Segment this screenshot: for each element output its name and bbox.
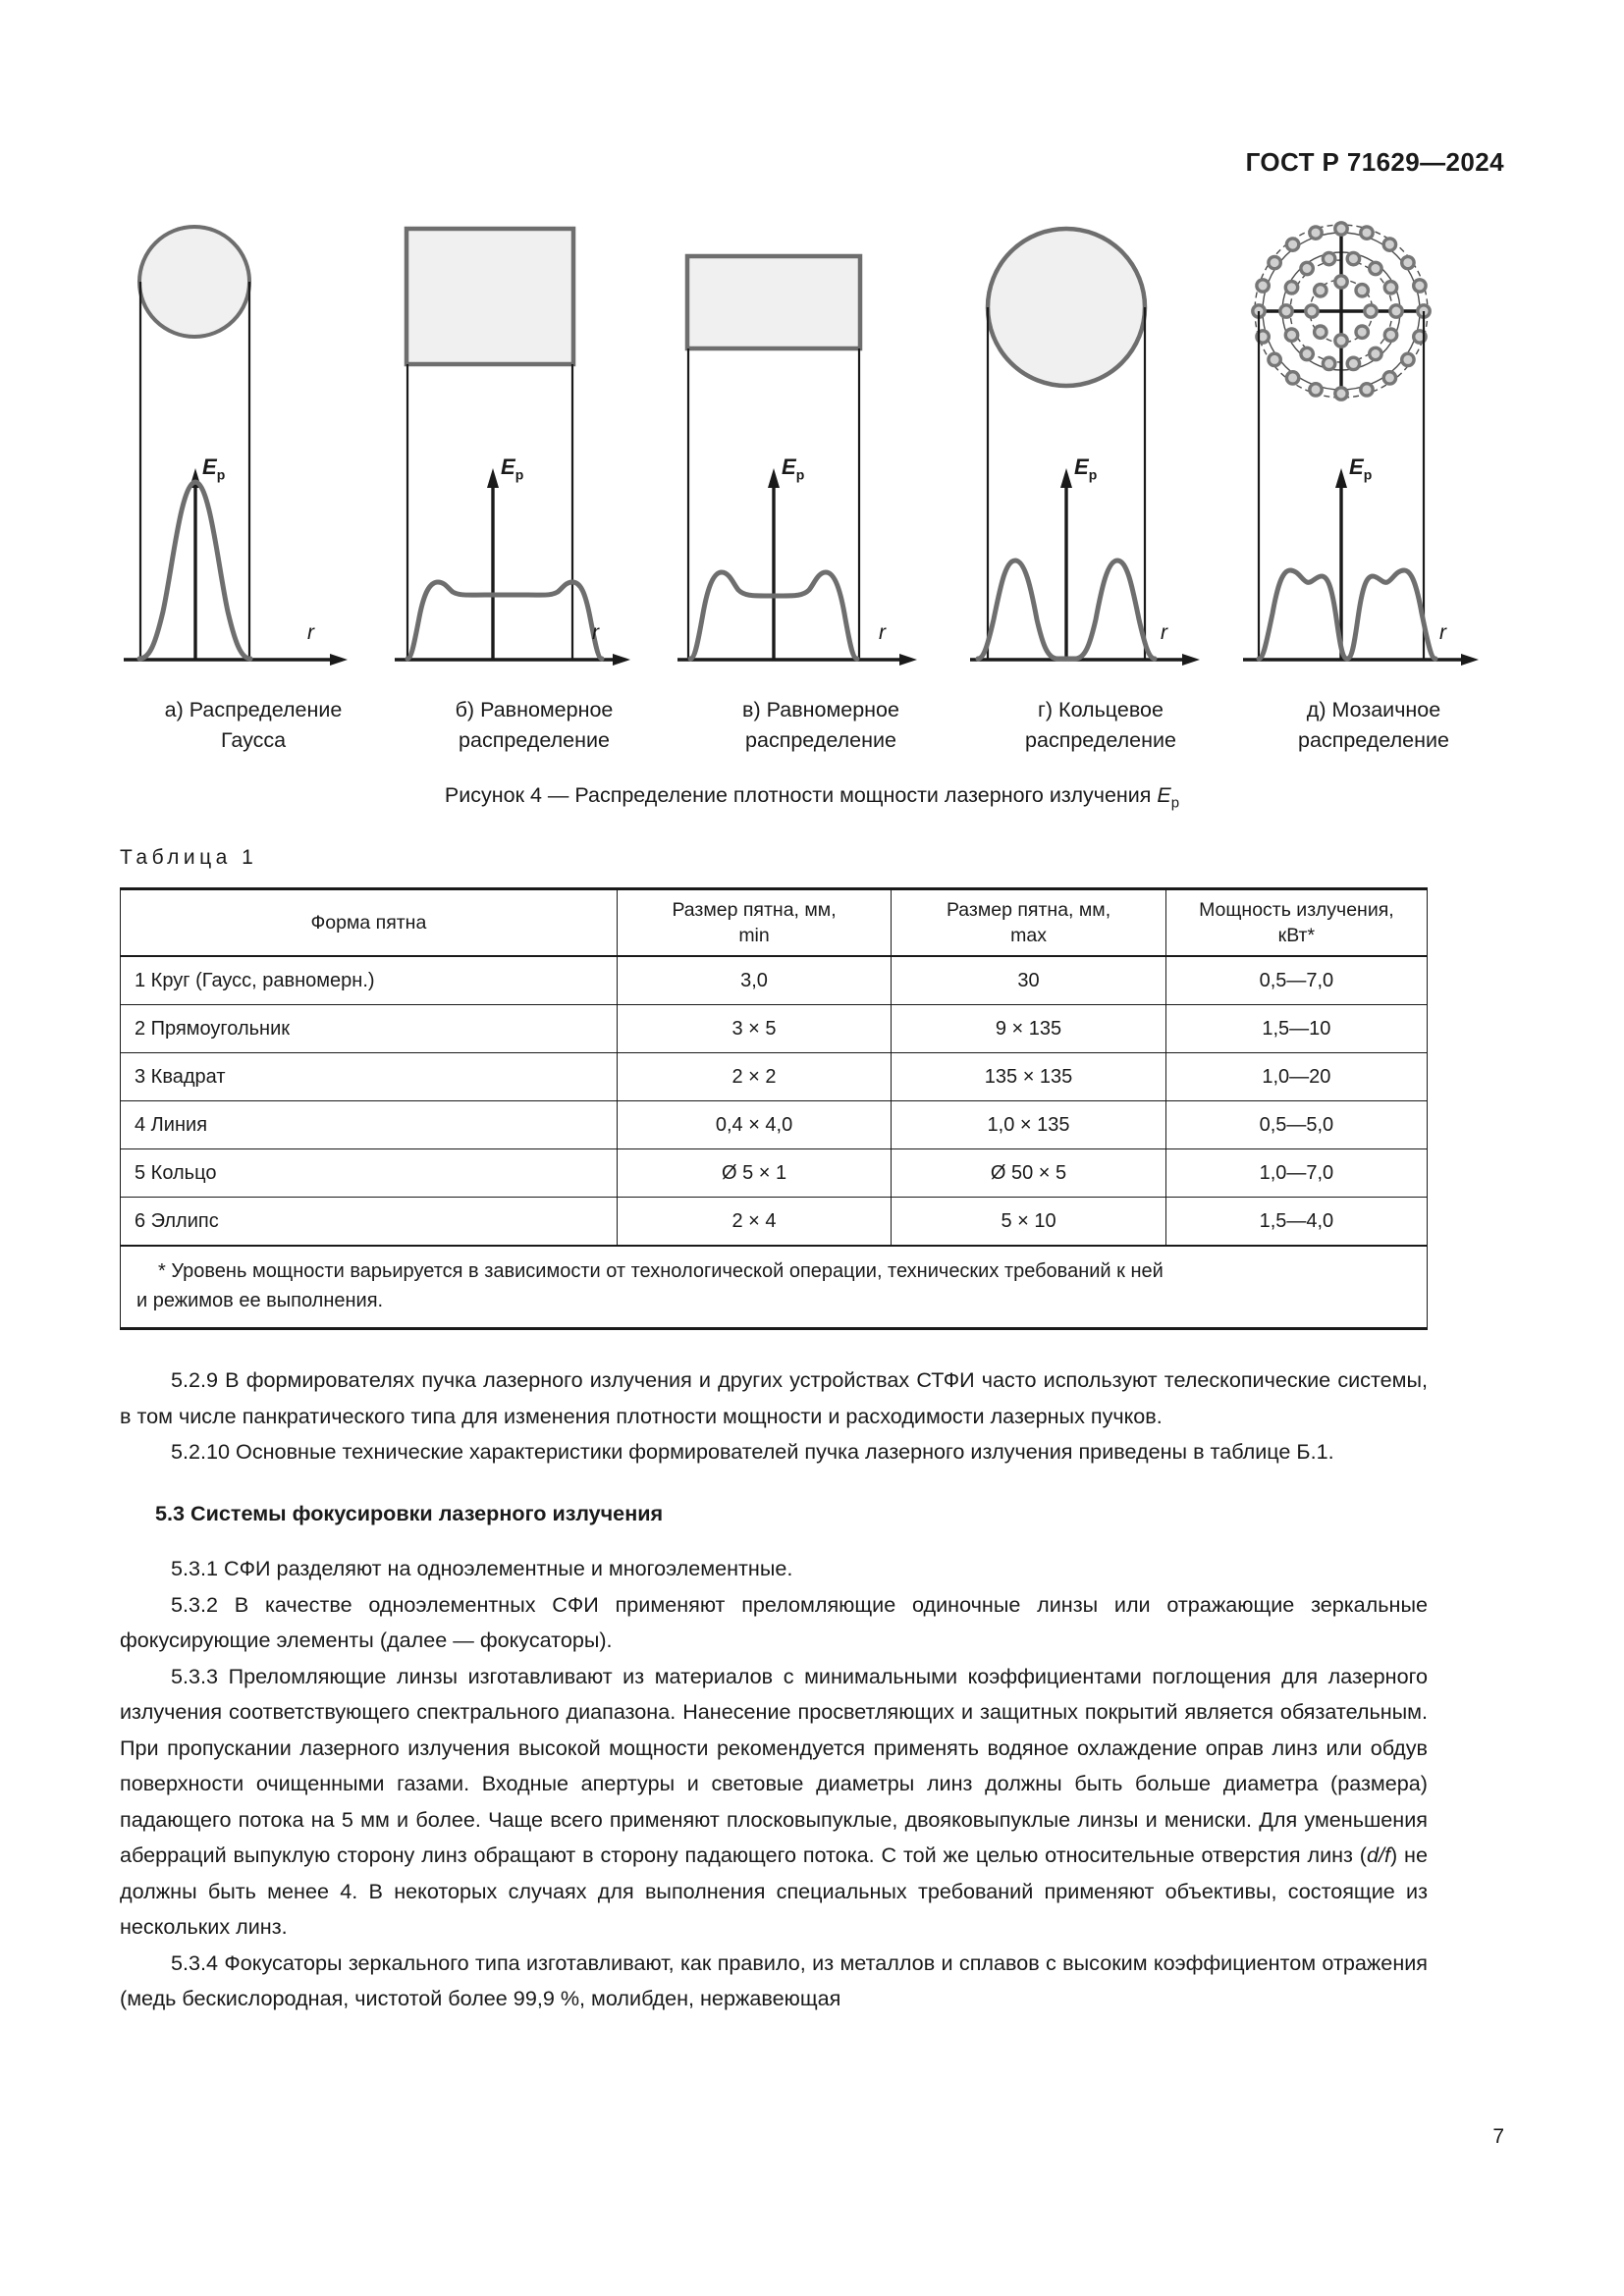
caption-letter: г) <box>1038 698 1054 721</box>
caption-line1: Кольцевое <box>1058 698 1164 721</box>
axis-label-ep-subscript: р <box>216 466 226 483</box>
y-axis-arrowhead <box>1335 468 1347 488</box>
paragraph-5-3-2: 5.3.2 В качестве одноэлементных СФИ применяют преломляющие одиночные линзы или отражающие зеркальные фокусирующие элементы (далее — фокусаторы). <box>120 1591 1428 1652</box>
table-footnote-cell <box>121 1246 1428 1329</box>
cell-min: 0,4 × 4,0 <box>617 1101 892 1149</box>
mosaic-panel-svg <box>1237 221 1510 687</box>
figure-panel-uniform-rectangle <box>677 221 964 687</box>
figure-title-symbol: E <box>1157 783 1171 807</box>
table-footnote-row <box>121 1246 1428 1329</box>
heading-5-3: 5.3 Системы фокусировки лазерного излучения <box>155 1500 664 1525</box>
axis-label-ep <box>501 454 523 482</box>
axis-label-r: r <box>1439 621 1446 644</box>
axis-label-ep <box>782 454 804 482</box>
caption-line2: распределение <box>1298 728 1449 752</box>
axis-label-ep-symbol: E <box>782 454 796 479</box>
axis-label-ep <box>1074 454 1097 482</box>
caption-letter: в) <box>742 698 761 721</box>
axis-label-r: r <box>592 621 599 644</box>
cell-max: 135 × 135 <box>892 1053 1166 1101</box>
cell-min: 2 × 4 <box>617 1198 892 1247</box>
table-row <box>121 1005 1428 1053</box>
table-footnote-line2: и режимов ее выполнения. <box>136 1290 384 1311</box>
figure-caption-g <box>964 695 1237 756</box>
x-axis-arrowhead <box>1461 654 1479 666</box>
table-header-row <box>121 889 1428 957</box>
cell-max: 1,0 × 135 <box>892 1101 1166 1149</box>
figure-panel-mosaic <box>1237 221 1510 687</box>
paragraph-5-3-3-part1: 5.3.3 Преломляющие линзы изготавливают из материалов с минимальными коэффициентами поглощения для лазерного излучения соответствующего спектрального диапазона. Нанесение просветляющих и защитных покрытий является обязательным. При пропускании лазерного излучения высокой мощности рекомендуется применять водяное охлаждение оправ линз или обдув поверхности очищенными газами. Входные апертуры и световые диаметры линз должны быть больше диаметра (размера) падающего потока на 5 мм и более. Чаще всего применяют плосковыпуклые, двояковыпуклые линзы и мениски. Для уменьшения аберраций выпуклую сторону линз обращают в сторону падающего потока. С той же целью относительные отверстия линз ( <box>120 1663 1428 1867</box>
caption-line1: Равномерное <box>766 698 899 721</box>
axis-label-ep-symbol: E <box>501 454 515 479</box>
axis-label-ep <box>202 454 225 482</box>
x-axis-arrowhead <box>613 654 630 666</box>
figure-panel-ring <box>964 221 1237 687</box>
figure-captions-row <box>116 695 1510 756</box>
cell-min: 3 × 5 <box>617 1005 892 1053</box>
y-axis-arrowhead <box>487 468 499 488</box>
spot-shape-circle-large <box>988 229 1145 386</box>
axis-label-ep-symbol: E <box>1349 454 1364 479</box>
spot-shape-rectangle <box>687 256 860 348</box>
axis-label-r: r <box>307 621 314 644</box>
paragraph-5-3-4: 5.3.4 Фокусаторы зеркального типа изготавливают, как правило, из металлов и сплавов с высоким коэффициентом отражения (медь бескислородная, чистотой более 99,9 %, молибден, нержавеющая <box>120 1949 1428 2010</box>
column-header-min-line1: Размер пятна, мм, <box>672 899 837 921</box>
y-axis-arrowhead <box>1060 468 1072 488</box>
table-row <box>121 1053 1428 1101</box>
cell-power: 0,5—7,0 <box>1165 956 1427 1005</box>
axis-label-r: r <box>1161 621 1167 644</box>
column-header-power <box>1165 889 1427 957</box>
cell-max: 5 × 10 <box>892 1198 1166 1247</box>
x-axis-arrowhead <box>899 654 917 666</box>
column-header-power-line2: кВт* <box>1277 925 1316 946</box>
paragraph-5-2-9: 5.2.9 В формирователях пучка лазерного излучения и других устройствах СТФИ часто используют телескопические системы, в том числе панкратического типа для изменения плотности мощности и расходимости лазерных пучков. <box>120 1367 1428 1428</box>
cell-power: 1,5—4,0 <box>1165 1198 1427 1247</box>
column-header-max-line1: Размер пятна, мм, <box>946 899 1111 921</box>
axis-label-r: r <box>879 621 886 644</box>
caption-line1: Мозаичное <box>1331 698 1441 721</box>
y-axis-arrowhead <box>768 468 780 488</box>
figure-title-symbol-subscript: р <box>1170 794 1180 812</box>
uniform-rectangle-panel-svg <box>677 221 964 687</box>
paragraph-5-3-1: 5.3.1 СФИ разделяют на одноэлементные и многоэлементные. <box>171 1556 793 1580</box>
standard-number-header: ГОСТ Р 71629—2024 <box>1245 147 1504 177</box>
caption-line2: распределение <box>459 728 610 752</box>
cell-shape: 2 Прямоугольник <box>121 1005 618 1053</box>
cell-max: 30 <box>892 956 1166 1005</box>
column-header-max-line2: max <box>1010 925 1047 946</box>
ring-panel-svg <box>964 221 1237 687</box>
table-1-label: Таблица 1 <box>120 846 258 869</box>
paragraph-5-3-3 <box>120 1659 1428 1946</box>
cell-power: 1,0—20 <box>1165 1053 1427 1101</box>
figure-panel-gaussian <box>116 221 391 687</box>
figure-caption-d <box>1237 695 1510 756</box>
paragraph-5-3-3-formula: d/f <box>1367 1842 1391 1867</box>
cell-min: 3,0 <box>617 956 892 1005</box>
table-footnote-line1: * Уровень мощности варьируется в зависимости от технологической операции, технических требований к ней <box>158 1260 1164 1282</box>
caption-line2: распределение <box>1025 728 1176 752</box>
column-header-max <box>892 889 1166 957</box>
spot-shape-circle <box>139 227 249 337</box>
caption-letter: а) <box>164 698 184 721</box>
axis-label-ep-subscript: р <box>1088 466 1098 483</box>
body-text-section <box>120 1362 1428 2017</box>
cell-min: Ø 5 × 1 <box>617 1149 892 1198</box>
caption-line1: Равномерное <box>480 698 614 721</box>
column-header-min <box>617 889 892 957</box>
uniform-square-panel-svg <box>391 221 677 687</box>
figure-title-text: Рисунок 4 — Распределение плотности мощности лазерного излучения <box>444 783 1158 807</box>
cell-shape: 5 Кольцо <box>121 1149 618 1198</box>
caption-letter: д) <box>1306 698 1326 721</box>
caption-letter: б) <box>455 698 475 721</box>
table-1 <box>120 887 1428 1330</box>
paragraph-5-2-10: 5.2.10 Основные технические характеристики формирователей пучка лазерного излучения приведены в таблице Б.1. <box>171 1439 1334 1464</box>
cell-shape: 6 Эллипс <box>121 1198 618 1247</box>
cell-shape: 1 Круг (Гаусс, равномерн.) <box>121 956 618 1005</box>
figure-panels-row <box>116 221 1510 687</box>
axis-label-ep-subscript: р <box>514 466 524 483</box>
figure-caption-v <box>677 695 964 756</box>
caption-line2: Гаусса <box>220 728 287 752</box>
cell-min: 2 × 2 <box>617 1053 892 1101</box>
figure-4-block <box>116 221 1510 756</box>
axis-label-ep <box>1349 454 1372 482</box>
cell-power: 1,0—7,0 <box>1165 1149 1427 1198</box>
figure-caption-a <box>116 695 391 756</box>
cell-power: 0,5—5,0 <box>1165 1101 1427 1149</box>
x-axis-arrowhead <box>1182 654 1200 666</box>
caption-line2: распределение <box>745 728 896 752</box>
gaussian-panel-svg <box>116 221 391 687</box>
cell-shape: 4 Линия <box>121 1101 618 1149</box>
x-axis-arrowhead <box>330 654 348 666</box>
axis-label-ep-symbol: E <box>202 454 217 479</box>
column-header-shape <box>121 889 618 957</box>
cell-power: 1,5—10 <box>1165 1005 1427 1053</box>
table-row <box>121 956 1428 1005</box>
cell-max: Ø 50 × 5 <box>892 1149 1166 1198</box>
figure-4-title <box>0 783 1624 811</box>
page-number: 7 <box>1492 2125 1504 2148</box>
column-header-power-line1: Мощность излучения, <box>1199 899 1394 921</box>
table-row <box>121 1198 1428 1247</box>
caption-line1: Распределение <box>189 698 343 721</box>
cell-shape: 3 Квадрат <box>121 1053 618 1101</box>
axis-label-ep-symbol: E <box>1074 454 1089 479</box>
profile-curve-two-plateaus <box>1259 570 1435 659</box>
cell-max: 9 × 135 <box>892 1005 1166 1053</box>
axis-label-ep-subscript: р <box>1363 466 1373 483</box>
table-row <box>121 1101 1428 1149</box>
axis-label-ep-subscript: р <box>795 466 805 483</box>
column-header-min-line2: min <box>738 925 770 946</box>
column-header-shape-line1: Форма пятна <box>310 912 427 934</box>
spot-shape-square <box>406 229 573 364</box>
figure-caption-b <box>391 695 677 756</box>
table-row <box>121 1149 1428 1198</box>
paragraph-5-3-3-part2: ) не должны быть менее 4. В некоторых случаях для выполнения специальных требований применяют объективы, состоящие из нескольких линз. <box>120 1842 1428 1939</box>
figure-panel-uniform-square <box>391 221 677 687</box>
